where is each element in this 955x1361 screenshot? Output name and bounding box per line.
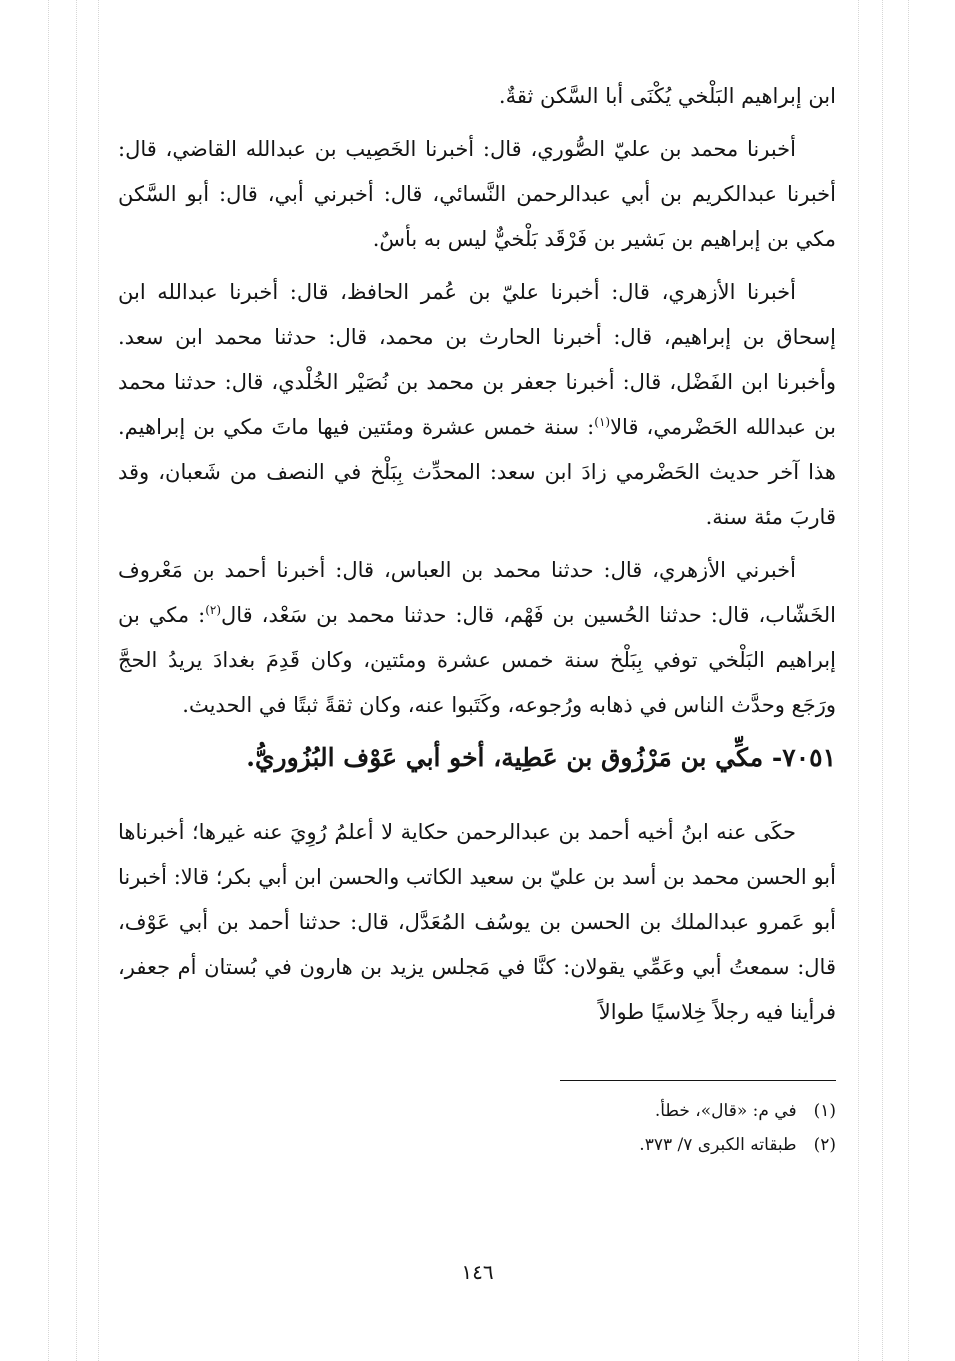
footnote-divider xyxy=(560,1080,836,1081)
paragraph-makki-bin-marzuq: حكَى عنه ابنُ أخيه أحمد بن عبدالرحمن حكاية لا أعلمُ رُوِيَ عنه غيرها؛ أخبرناها أبو الحسن محمد بن أسد بن عليّ بن سعيد الكاتب والحسن ابن أبي بكر؛ قالا: أخبرنا أبو عَمرو عبدالملك بن الحسن بن يوسُف المُعَدَّل، قال: حدثنا أحمد بن أبي عَوْف، قال: سمعتُ أبي وعَمِّي يقولان: كنَّا في مَجلس يزيد بن هارون في بُستان أم جعفر، فرأينا فيه رجلاً خِلاسيًا طوالاً xyxy=(118,820,836,1024)
main-text xyxy=(118,74,836,1035)
footnote-text: في م: «قال»، خطأ. xyxy=(654,1101,797,1121)
footnote xyxy=(118,1128,836,1162)
footnote-marker-2: (٢) xyxy=(205,603,222,617)
scan-guide-line xyxy=(76,0,77,1361)
footnote-number: (٢) xyxy=(813,1135,836,1155)
paragraph-text: : سنة خمس عشرة ومئتين فيها ماتَ مكي بن إبراهيم. هذا آخر حديث الحَضْرمي زادَ ابن سعد: المحدِّث بِبَلْخ في النصف من شَعبان، وقد قاربَ مئة سنة. xyxy=(118,415,836,529)
paragraph-nasai: أخبرنا محمد بن عليّ الصُّوري، قال: أخبرنا الخَصِيب بن عبدالله القاضي، قال: أخبرنا عبدالكريم بن أبي عبدالرحمن النَّسائي، قال: أخبرني أبي، قال: أبو السَّكن مكي بن إبراهيم بن بَشير بن فَرْقَد بَلْخيٌّ ليس به بأسٌ. xyxy=(118,137,836,251)
paragraph-text: أخبرنا الأزهري، قال: أخبرنا عليّ بن عُمر الحافظ، قال: أخبرنا عبدالله ابن إسحاق بن إبراهيم، قال: أخبرنا الحارث بن محمد، قال: حدثنا محمد ابن سعد. وأخبرنا ابن الفَضْل، قال: أخبرنا جعفر بن محمد بن نُصَيْر الخُلْدي، قال: حدثنا محمد بن عبدالله الحَضْرمي، قالا xyxy=(118,280,836,439)
footnote xyxy=(118,1094,836,1128)
scan-guide-line xyxy=(858,0,859,1361)
scan-guide-line xyxy=(98,0,99,1361)
paragraph-azhari-hadrami xyxy=(118,270,836,540)
scan-guide-line xyxy=(908,0,909,1361)
footnotes xyxy=(118,1094,836,1162)
paragraph-ibn-sad xyxy=(118,548,836,728)
footnote-number: (١) xyxy=(813,1101,836,1121)
intro-line: ابن إبراهيم البَلْخي يُكْنَى أبا السَّكن ثقةٌ. xyxy=(498,84,836,108)
footnote-marker-1: (١) xyxy=(594,415,611,429)
scan-guide-line xyxy=(48,0,49,1361)
footnote-text: طبقاته الكبرى ٧/ ٣٧٣. xyxy=(639,1135,797,1155)
page-number: ١٤٦ xyxy=(461,1260,494,1284)
entry-heading: ٧٠٥١- مكِّي بن مَرْزُوق بن عَطِية، أخو أبي عَوْف البُزُوريُّ. xyxy=(246,743,836,772)
paragraph-text: أخبرني الأزهري، قال: حدثنا محمد بن العباس، قال: أخبرنا أحمد بن مَعْروف الخَشّاب، قال: حدثنا الحُسين بن فَهْم، قال: حدثنا محمد بن سَعْد، قال xyxy=(118,558,836,627)
scan-guide-line xyxy=(882,0,883,1361)
paragraph-text: : مكي بن إبراهيم البَلْخي توفي بِبَلْخ سنة خمس عشرة ومئتين، وكان قَدِمَ بغدادَ يريدُ الحجَّ ورَجَع وحدَّث الناس في ذهابه ورُجوعه، وكَتَبوا عنه، وكان ثقةً ثبتًا في الحديث. xyxy=(118,603,836,717)
